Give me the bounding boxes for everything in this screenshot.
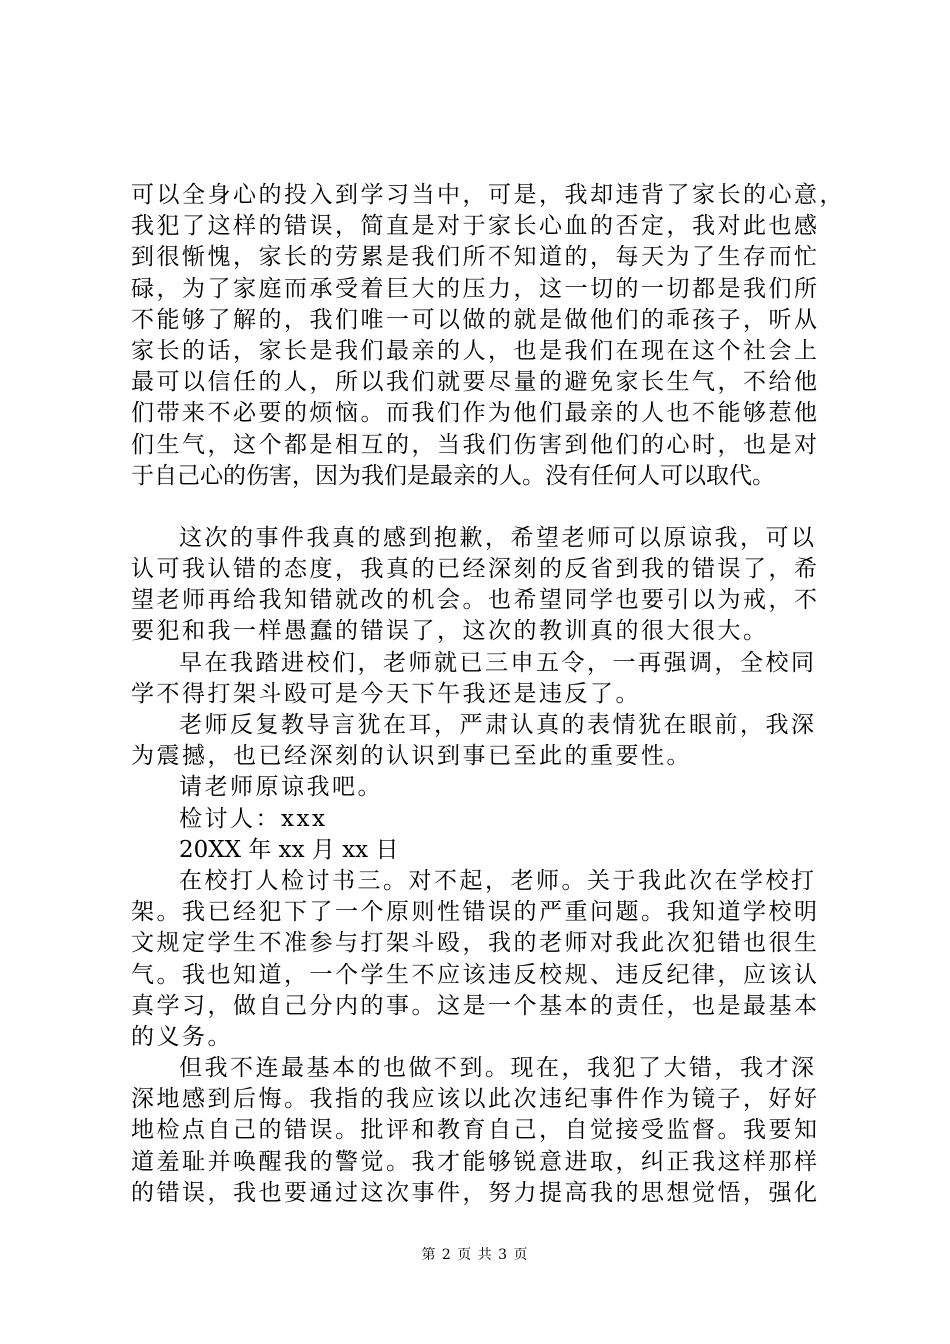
text-line: 真学习，做自己分内的事。这是一个基本的责任，也是最基本	[131, 992, 820, 1019]
paragraph-gap	[131, 492, 831, 523]
text-line: 地检点自己的错误。批评和教育自己，自觉接受监督。我要知	[131, 1117, 820, 1144]
text-line: 但我不连最基本的也做不到。现在，我犯了大错，我才深	[179, 1055, 817, 1082]
text-line: 文规定学生不准参与打架斗殴，我的老师对我此次犯错也很生	[131, 930, 820, 957]
text-line: 道羞耻并唤醒我的警觉。我才能够锐意进取，纠正我这样那样	[131, 1148, 820, 1175]
text-line: 们生气，这个都是相互的，当我们伤害到他们的心时，也是对	[131, 431, 820, 458]
text-line: 我犯了这样的错误，简直是对于家长心血的否定，我对此也感	[131, 213, 820, 240]
text-line: 在校打人检讨书三。对不起，老师。关于我此次在学校打	[179, 867, 817, 894]
text-line: 家长的话，家长是我们最亲的人，也是我们在现在这个社会上	[131, 337, 820, 364]
signature-line: 检讨人：xxx	[179, 805, 328, 832]
text-line: 望老师再给我知错就改的机会。也希望同学也要引以为戒，不	[131, 587, 820, 614]
text-line: 碌，为了家庭而承受着巨大的压力，这一切的一切都是我们所	[131, 275, 820, 302]
text-line: 老师反复教导言犹在耳，严肃认真的表情犹在眼前，我深	[179, 712, 817, 738]
text-line: 气。我也知道，一个学生不应该违反校规、违反纪律，应该认	[131, 961, 820, 988]
text-line: 要犯和我一样愚蠢的错误了，这次的教训真的很大很大。	[131, 618, 769, 645]
text-line: 为震撼，也已经深刻的认识到事已至此的重要性。	[131, 743, 692, 770]
page-indicator: 第 2 页 共 3 页	[421, 1247, 529, 1263]
date-line: 20XX 年 xx 月 xx 日	[179, 836, 399, 863]
paragraph-5: 请老师原谅我吧。	[179, 774, 383, 801]
paragraph-3	[131, 648, 831, 710]
text-line: 认可我认错的态度，我真的已经深刻的反省到我的错误了，希	[131, 556, 820, 583]
text-line: 架。我已经犯下了一个原则性错误的严重问题。我知道学校明	[131, 899, 820, 926]
document-body	[131, 180, 845, 1209]
text-line: 最可以信任的人，所以我们就要尽量的避免家长生气，不给他	[131, 369, 820, 396]
text-line: 早在我踏进校们，老师就已三申五令，一再强调，全校同	[179, 649, 817, 676]
text-line: 到很惭愧，家长的劳累是我们所不知道的，每天为了生存而忙	[131, 244, 820, 271]
text-line: 可以全身心的投入到学习当中，可是，我却违背了家长的心意，	[131, 182, 845, 208]
text-line: 这次的事件我真的感到抱歉，希望老师可以原谅我，可以	[179, 524, 817, 551]
text-line: 的义务。	[131, 1023, 233, 1050]
paragraph-2	[131, 523, 831, 648]
text-line: 不能够了解的，我们唯一可以做的就是做他们的乖孩子，听从	[131, 306, 820, 333]
text-line: 们带来不必要的烦恼。而我们作为他们最亲的人也不能够惹他	[131, 400, 820, 427]
text-line: 学不得打架斗殴可是今天下午我还是违反了。	[131, 680, 641, 707]
paragraph-1	[131, 180, 845, 492]
text-line: 于自己心的伤害，因为我们是最亲的人。没有任何人可以取代。	[131, 462, 775, 489]
text-line: 的错误，我也要通过这次事件，努力提高我的思想觉悟，强化	[131, 1179, 820, 1206]
paragraph-4	[131, 710, 831, 772]
text-line: 深地感到后悔。我指的我应该以此次违纪事件作为镜子，好好	[131, 1086, 820, 1113]
paragraph-6	[131, 866, 831, 1053]
paragraph-7	[131, 1053, 831, 1209]
